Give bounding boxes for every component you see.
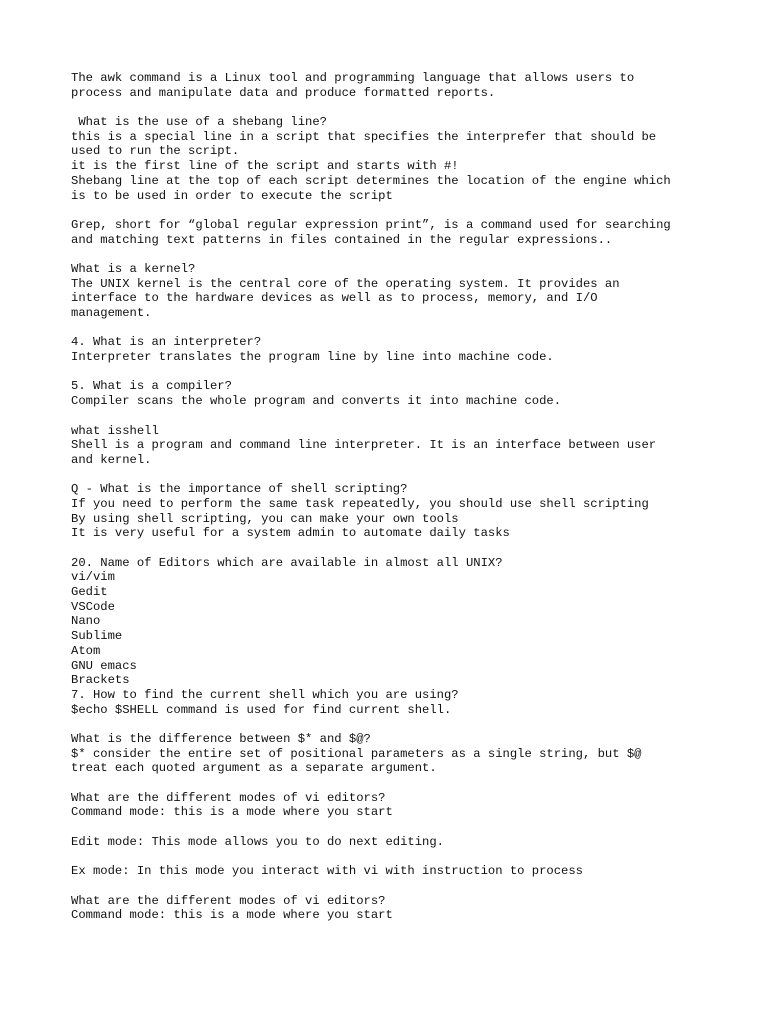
text-line: Edit mode: This mode allows you to do next editing. — [71, 834, 444, 849]
text-line: What are the different modes of vi editors? — [71, 893, 386, 908]
text-line: it is the first line of the script and starts with #! — [71, 159, 459, 174]
text-line: vi/vim — [71, 570, 115, 585]
text-line: Q - What is the importance of shell scripting? — [71, 482, 408, 497]
text-line: By using shell scripting, you can make your own tools — [71, 511, 459, 526]
text-line: Compiler scans the whole program and converts it into machine code. — [71, 394, 562, 409]
text-line: this is a special line in a script that specifies the interprefer that should be — [71, 129, 657, 144]
blank-line — [71, 203, 721, 218]
text-line: What is the difference between $* and $@? — [71, 731, 371, 746]
blank-line — [71, 321, 721, 336]
text-line: Shebang line at the top of each script determines the location of the engine which — [71, 173, 671, 188]
blank-line — [71, 100, 721, 115]
text-line: 5. What is a compiler? — [71, 379, 232, 394]
text-line: Shell is a program and command line interpreter. It is an interface between user — [71, 438, 657, 453]
text-line: $* consider the entire set of positional parameters as a single string, but $@ — [71, 746, 642, 761]
text-line: Atom — [71, 643, 101, 658]
text-line: GNU emacs — [71, 658, 137, 673]
text-line: The awk command is a Linux tool and programming language that allows users to — [71, 71, 635, 85]
text-line: What are the different modes of vi editors? — [71, 790, 386, 805]
text-line: Sublime — [71, 629, 123, 644]
blank-line — [71, 247, 721, 262]
text-line: and kernel. — [71, 452, 152, 467]
text-line: What is a kernel? — [71, 261, 196, 276]
text-line: 20. Name of Editors which are available in almost all UNIX? — [71, 555, 503, 570]
text-line: Command mode: this is a mode where you start — [71, 805, 393, 820]
text-line: If you need to perform the same task repeatedly, you should use shell scripting — [71, 496, 649, 511]
text-line: Nano — [71, 614, 101, 629]
text-line: Gedit — [71, 585, 108, 600]
blank-line — [71, 849, 721, 864]
text-line: Command mode: this is a mode where you start — [71, 908, 393, 923]
blank-line — [71, 776, 721, 791]
document-body — [71, 71, 721, 923]
text-line: The UNIX kernel is the central core of the operating system. It provides an — [71, 276, 620, 291]
blank-line — [71, 879, 721, 894]
text-line: and matching text patterns in files contained in the regular expressions.. — [71, 232, 613, 247]
blank-line — [71, 541, 721, 556]
text-line: Interpreter translates the program line by line into machine code. — [71, 350, 554, 365]
text-line: It is very useful for a system admin to automate daily tasks — [71, 526, 510, 541]
blank-line — [71, 468, 721, 483]
text-line: What is the use of a shebang line? — [71, 115, 327, 130]
text-line: is to be used in order to execute the script — [71, 188, 393, 203]
blank-line — [71, 409, 721, 424]
text-line: Grep, short for “global regular expression print”, is a command used for searching — [71, 217, 671, 232]
blank-line — [71, 820, 721, 835]
text-line: 4. What is an interpreter? — [71, 335, 262, 350]
text-line: treat each quoted argument as a separate argument. — [71, 761, 437, 776]
blank-line — [71, 717, 721, 732]
text-line: interface to the hardware devices as well as to process, memory, and I/O — [71, 291, 598, 306]
text-line: 7. How to find the current shell which you are using? — [71, 687, 459, 702]
text-line: VSCode — [71, 599, 115, 614]
text-line: what isshell — [71, 423, 159, 438]
text-line: used to run the script. — [71, 144, 240, 159]
text-line: Brackets — [71, 673, 130, 688]
text-line: Ex mode: In this mode you interact with vi with instruction to process — [71, 864, 583, 879]
text-line: $echo $SHELL command is used for find current shell. — [71, 702, 452, 717]
blank-line — [71, 365, 721, 380]
text-line: process and manipulate data and produce formatted reports. — [71, 85, 496, 100]
text-line: management. — [71, 306, 152, 320]
